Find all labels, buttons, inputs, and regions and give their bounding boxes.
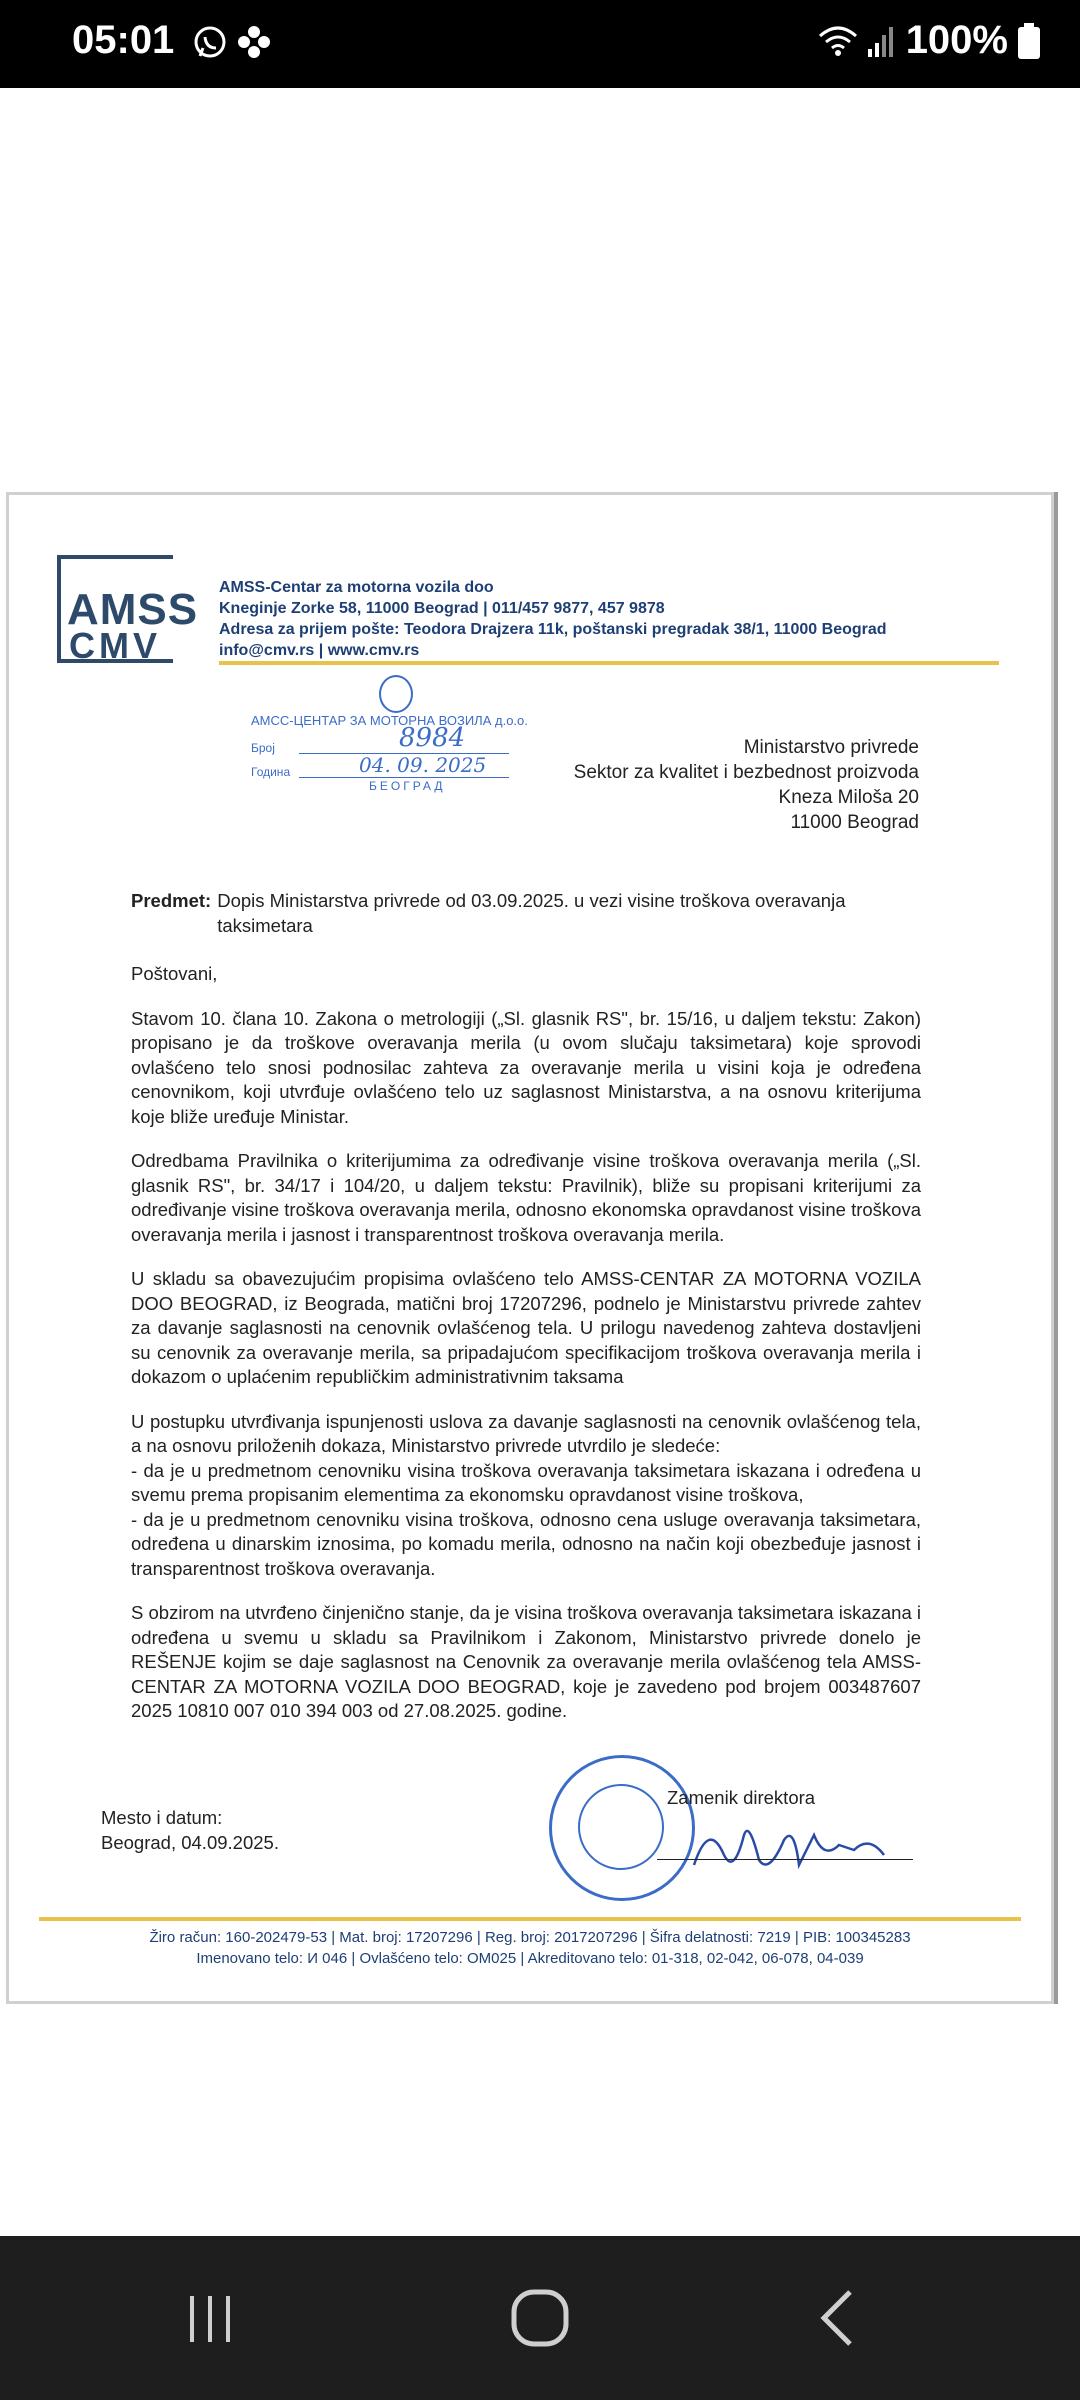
paragraph-1: Stavom 10. člana 10. Zakona o metrologiji („Sl. glasnik RS", br. 15/16, u daljem tekstu: Zakon) propisano je da troškove overavanja merila (u ovom slučaju taksimetara) koje sprovodi ovlašćeno telo snosi podnosilac zahteva za overavanje merila u visini koja je određena cenovnikom, koji utvrđuje ovlašćeno telo uz saglasnost Ministarstva, a na osnovu kriterijuma koje bliže uređuje Ministar.: [131, 1007, 921, 1127]
greeting: Poštovani,: [131, 963, 218, 984]
home-icon: [500, 2288, 580, 2348]
subject-text: Dopis Ministarstva privrede od 03.09.2025. u vezi visine troškova overavanja taksimetara: [217, 890, 846, 936]
letterhead-divider: [219, 661, 999, 665]
list-item-2: - da je u predmetnom cenovniku visina troškova, odnosno cena usluge overavanja taksimetara, određena u dinarskim iznosima, po komadu merila, odnosno na način koji obezbeđuje jasnost i transparentnost troškova overavanja.: [131, 1508, 921, 1579]
battery-percent: 100%: [905, 18, 1008, 62]
stamp-line: [299, 777, 509, 778]
signatory-title: Zamenik direktora: [667, 1787, 816, 1808]
status-bar: [0, 0, 1080, 88]
stamp-date: 04. 09. 2025: [359, 753, 487, 777]
registration-stamp: [249, 675, 549, 805]
stamp-label-number: Број: [251, 741, 275, 755]
recipient-address: [574, 735, 919, 835]
letterhead: [219, 577, 887, 661]
logo-text-amss: AMSS: [67, 585, 199, 634]
signature-line: [657, 1859, 913, 1860]
battery-icon: [1018, 23, 1040, 59]
logo-text-cmv: CMV: [69, 625, 161, 666]
place-and-date: [101, 1805, 279, 1855]
seal-emblem-icon: [578, 1784, 664, 1870]
footer-divider: [39, 1917, 1021, 1921]
wifi-icon: [818, 24, 858, 58]
status-icons-right: [818, 18, 1040, 63]
letterhead-contact: info@cmv.rs | www.cmv.rs: [219, 642, 420, 659]
recipient-line: Kneza Miloša 20: [778, 787, 919, 808]
document-footer: [9, 1927, 1051, 1969]
letter-body: [131, 889, 921, 1744]
back-icon: [800, 2288, 880, 2348]
recipient-line: Sektor za kvalitet i bezbednost proizvoda: [573, 762, 919, 783]
navigation-bar: [0, 2236, 1080, 2400]
signature-icon: [689, 1815, 909, 1885]
list-item-1: - da je u predmetnom cenovniku visina troškova overavanja taksimetara iskazana i određena u svemu prema propisanim elementima za ekonomsku opravdanost visine troškova,: [131, 1459, 921, 1505]
paragraph-5: S obzirom na utvrđeno činjenično stanje, da je visina troškova overavanja taksimetara iskazana i određena u svemu u skladu sa Pravilnikom i Zakonom, Ministarstvo privrede donelo je REŠENJE kojim se daje saglasnost na Cenovnik za overavanje merila ovlašćenog tela AMSS-CENTAR ZA MOTORNA VOZILA DOO BEOGRAD, koje je zavedeno pod brojem 003487607 2025 10810 007 010 394 003 od 27.08.2025. godine.: [131, 1602, 921, 1721]
paragraph-4: U postupku utvrđivanja ispunjenosti uslova za davanje saglasnosti na cenovnik ovlašćenog tela, a na osnovu priloženih dokaza, Ministarstvo privrede utvrdilo je sledeće:: [131, 1410, 921, 1456]
stamp-label-date: Година: [251, 765, 291, 779]
recipient-line: 11000 Beograd: [790, 812, 919, 833]
recipient-line: Ministarstvo privrede: [743, 737, 919, 758]
footer-line-1: Žiro račun: 160-202479-53 | Mat. broj: 17207296 | Reg. broj: 2017207296 | Šifra delatnosti: 7219 | PIB: 100345283: [149, 1929, 911, 1946]
recent-apps-button[interactable]: [170, 2288, 250, 2348]
status-time: 05:01: [72, 18, 175, 62]
document-viewer[interactable]: [0, 88, 1080, 2236]
recent-apps-icon: [170, 2288, 250, 2348]
status-icons-left: [192, 22, 276, 67]
subject: [131, 889, 921, 938]
stamp-title: АМСС-ЦЕНТАР ЗА МОТОРНА ВОЗИЛА д.о.о.: [251, 713, 528, 728]
subject-label: Predmet:: [131, 890, 212, 911]
place-label: Mesto i datum:: [101, 1807, 223, 1828]
official-seal: [549, 1755, 695, 1901]
stamp-city: БЕОГРАД: [369, 779, 446, 793]
letterhead-postal: Adresa za prijem pošte: Teodora Drajzera 11k, poštanski pregradak 38/1, 11000 Beograd: [219, 621, 887, 638]
place-value: Beograd, 04.09.2025.: [101, 1832, 279, 1853]
document-page[interactable]: [6, 492, 1054, 2004]
stamp-emblem-icon: [379, 675, 413, 713]
paragraph-2: Odredbama Pravilnika o kriterijumima za određivanje visine troškova overavanja merila („Sl. glasnik RS", br. 34/17 i 104/20, u daljem tekstu: Pravilnik), bliže su propisani kriterijumi za određivanje visine troškova overavanja merila, odnosno ekonomska opravdanost visine troškova overavanja merila i jasnost i transparentnost troškova overavanja merila.: [131, 1150, 921, 1245]
letterhead-address: Kneginje Zorke 58, 11000 Beograd | 011/457 9877, 457 9878: [219, 600, 665, 617]
stamp-number: 8984: [399, 723, 466, 753]
home-button[interactable]: [500, 2288, 580, 2348]
signal-icon: [868, 25, 896, 57]
whatsapp-icon: [196, 28, 224, 56]
page-edge: [1054, 492, 1058, 2004]
letterhead-company: AMSS-Centar za motorna vozila doo: [219, 579, 494, 596]
footer-line-2: Imenovano telo: И 046 | Ovlašćeno telo: OM025 | Akreditovano telo: 01-318, 02-042, 06-078, 04-039: [196, 1950, 864, 1967]
paragraph-3: U skladu sa obavezujućim propisima ovlašćeno telo AMSS-CENTAR ZA MOTORNA VOZILA DOO BEOGRAD, iz Beograda, matični broj 17207296, podnelo je Ministarstvu privrede zahtev za davanje saglasnosti na cenovnik ovlašćenog tela. U prilogu navedenog zahteva dostavljeni su cenovnik za overavanje merila, sa pripadajućom specifikacijom troškova overavanja merila i dokazom o uplaćenim republičkim administrativnim taksama: [131, 1268, 921, 1387]
back-button[interactable]: [800, 2288, 880, 2348]
flower-icon: [238, 26, 270, 58]
